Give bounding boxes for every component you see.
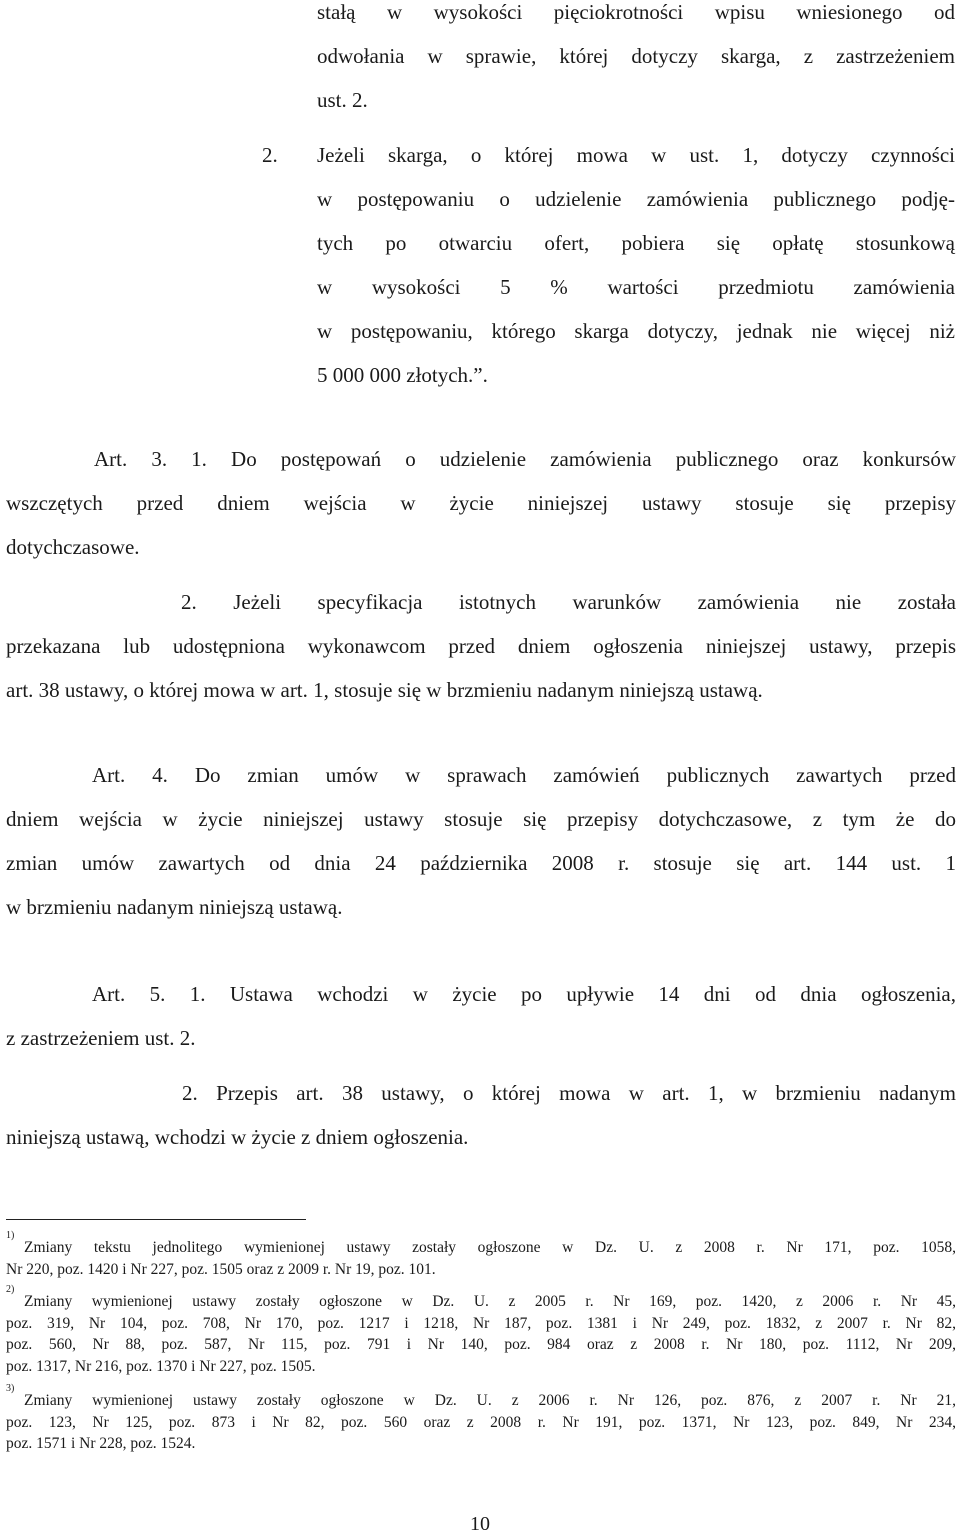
text-line: wszczętych przed dniem wejścia w życie niniejszej ustawy stosuje się przepisy [6,491,956,515]
text-line: w wysokości 5 % wartości przedmiotu zamówienia [317,275,955,299]
text-line: poz. 560, Nr 88, poz. 587, Nr 115, poz. 791 i Nr 140, poz. 984 oraz z 2008 r. Nr 180, poz. 1112, Nr 209, [6,1336,956,1353]
article-3-paragraph-2 [6,580,956,712]
text-line: w brzmieniu nadanym niniejszą ustawą. [6,895,343,919]
footnote-marker: 1) [6,1230,15,1241]
text-line: poz. 1317, Nr 216, poz. 1370 i Nr 227, poz. 1505. [6,1357,316,1375]
text-line: Zmiany tekstu jednolitego wymienionej ustawy zostały ogłoszone w Dz. U. z 2008 r. Nr 171, poz. 1058, [24,1239,956,1256]
text-line: poz. 123, Nr 125, poz. 873 i Nr 82, poz. 560 oraz z 2008 r. Nr 191, poz. 1371, Nr 123, poz. 849, Nr 234, [6,1413,956,1431]
paragraph-2 [317,133,955,397]
article-4 [6,753,956,929]
text-line: odwołania w sprawie, której dotyczy skarga, z zastrzeżeniem [317,44,955,68]
text-line: dotychczasowe. [6,535,140,559]
footnote-3 [6,1383,956,1455]
text-line: 5 000 000 złotych.”. [317,363,488,387]
footnote-marker: 3) [6,1383,15,1394]
text-line: 2. Przepis art. 38 ustawy, o której mowa w art. 1, w brzmieniu nadanym [182,1081,956,1105]
text-line: poz. 319, Nr 104, poz. 708, Nr 170, poz. 1217 i 1218, Nr 187, poz. 1381 i Nr 249, poz. 1832, z 2007 r. Nr 82, [6,1314,956,1332]
text-line: 2. Jeżeli specyfikacja istotnych warunków zamówienia nie została [181,590,956,614]
footnote-separator [6,1219,306,1220]
footnote-marker: 2) [6,1284,15,1295]
text-line: tych po otwarciu ofert, pobiera się opłatę stosunkową [317,231,955,255]
continued-paragraph [317,0,955,122]
article-5-paragraph-2 [6,1071,956,1159]
text-line: Art. 3. 1. Do postępowań o udzielenie zamówienia publicznego oraz konkursów [94,447,956,471]
article-3 [6,437,956,569]
text-line: Nr 220, poz. 1420 i Nr 227, poz. 1505 oraz z 2009 r. Nr 19, poz. 101. [6,1260,436,1278]
text-line: Zmiany wymienionej ustawy zostały ogłoszone w Dz. U. z 2005 r. Nr 169, poz. 1420, z 2006 r. Nr 45, [24,1293,956,1310]
article-5 [6,972,956,1060]
page-number: 10 [470,1513,490,1535]
text-line: dniem wejścia w życie niniejszej ustawy stosuje się przepisy dotychczasowe, z tym że do [6,807,956,831]
text-line: przekazana lub udostępniona wykonawcom przed dniem ogłoszenia niniejszej ustawy, przepis [6,634,956,658]
text-line: Zmiany wymienionej ustawy zostały ogłoszone w Dz. U. z 2006 r. Nr 126, poz. 876, z 2007 r. Nr 21, [24,1392,956,1409]
text-line: w postępowaniu, którego skarga dotyczy, jednak nie więcej niż [317,319,955,343]
text-line: ust. 2. [317,88,368,112]
footnote-1 [6,1230,956,1280]
paragraph-2-number: 2. [262,143,278,167]
footnote-2 [6,1284,956,1377]
text-line: stałą w wysokości pięciokrotności wpisu wniesionego od [317,0,955,24]
text-line: poz. 1571 i Nr 228, poz. 1524. [6,1435,196,1452]
text-line: art. 38 ustawy, o której mowa w art. 1, stosuje się w brzmieniu nadanym niniejszą ustawą. [6,678,763,702]
text-line: z zastrzeżeniem ust. 2. [6,1026,196,1050]
text-line: niniejszą ustawą, wchodzi w życie z dniem ogłoszenia. [6,1125,469,1149]
text-line: zmian umów zawartych od dnia 24 października 2008 r. stosuje się art. 144 ust. 1 [6,851,956,875]
text-line: Art. 5. 1. Ustawa wchodzi w życie po upływie 14 dni od dnia ogłoszenia, [92,982,956,1006]
text-line: w postępowaniu o udzielenie zamówienia publicznego podję- [317,187,955,211]
text-line: Art. 4. Do zmian umów w sprawach zamówień publicznych zawartych przed [92,763,956,787]
text-line: Jeżeli skarga, o której mowa w ust. 1, dotyczy czynności [317,143,955,167]
